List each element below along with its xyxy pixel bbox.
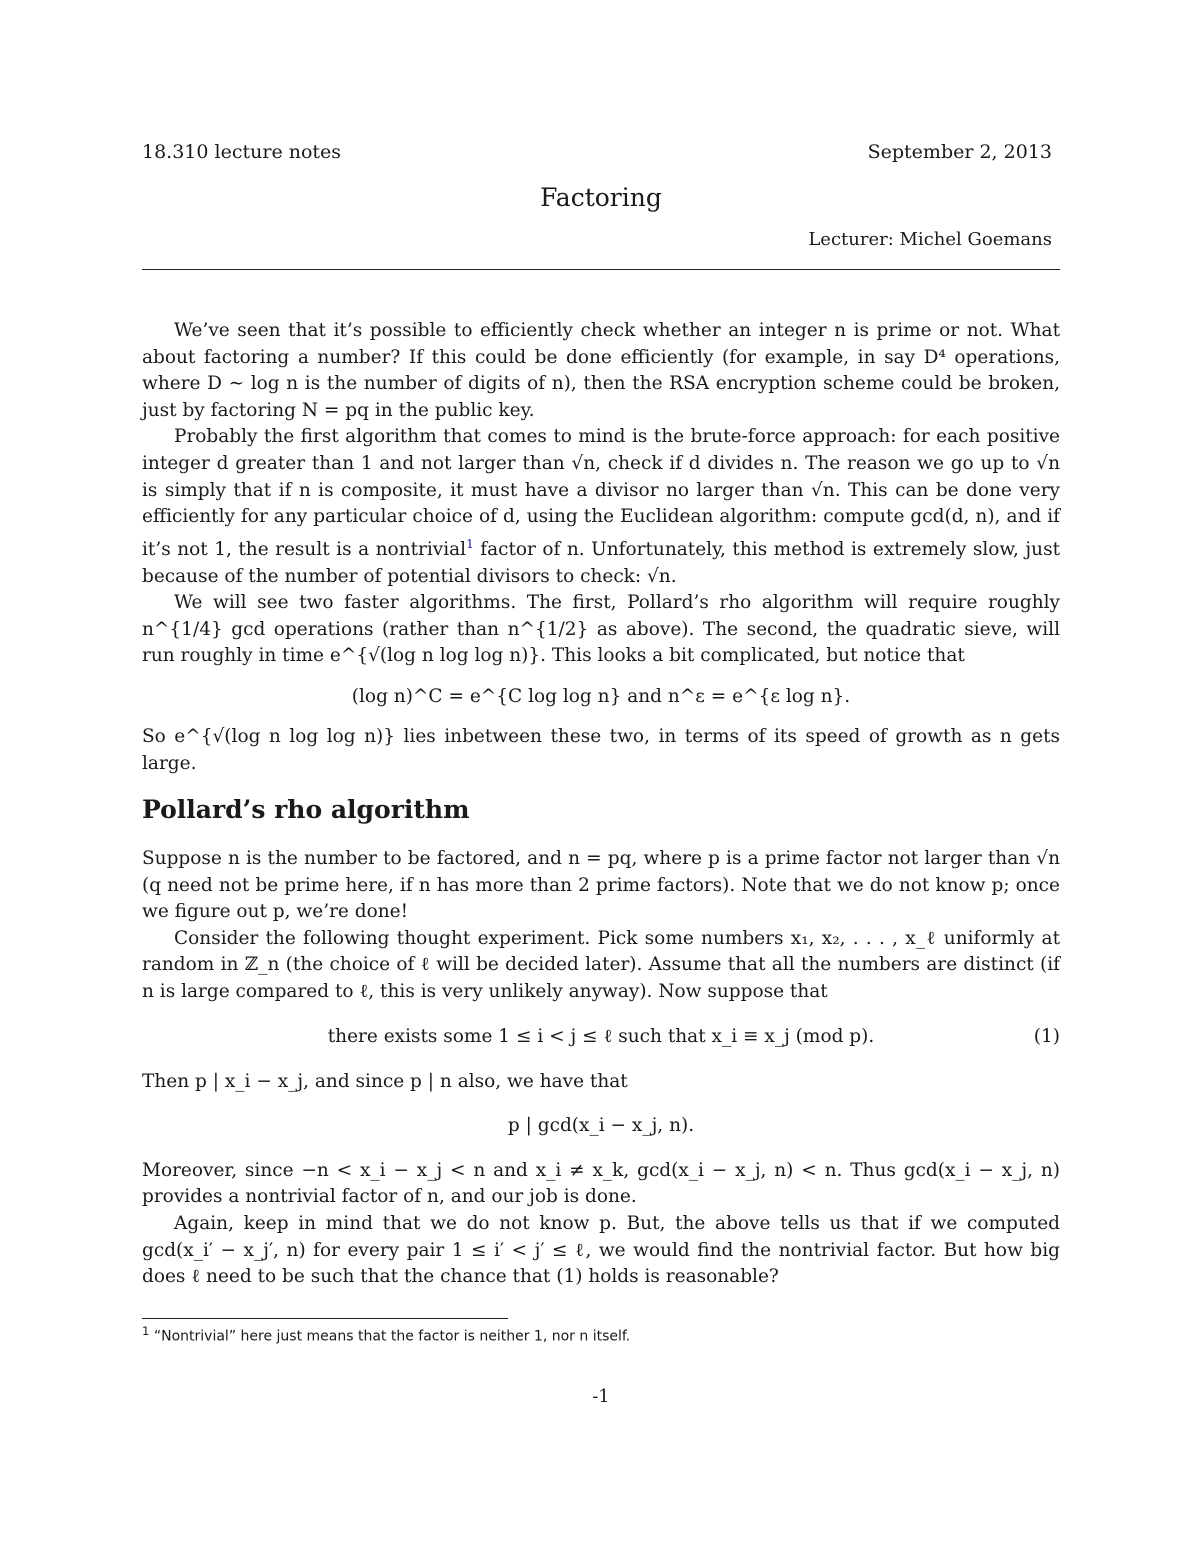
section-paragraph-4: Moreover, since −n < x_i − x_j < n and x_i ≠ x_k, gcd(x_i − x_j, n) < n. Thus gcd(x_i − x_j, n) provides a nontrivial factor of n, and our job is done. [142,1159,1060,1208]
section-paragraph-5: Again, keep in mind that we do not know p. But, the above tells us that if we computed gcd(x_i′ − x_j′, n) for every pair 1 ≤ i′ < j′ ≤ ℓ, we would find the nontrivial factor. But how big does ℓ need to be such that the chance that (1) holds is reasonable? [142,1212,1060,1288]
section-text [142,846,1060,1291]
intro-paragraph-2-text: Probably the first algorithm that comes to mind is the brute-force approach: for each positive integer d greater than 1 and not larger than √n, check if d divides n. The reason we go up to √n is simply that if n is composite, it must have a divisor no larger than √n. This can be done very efficiently for any particular choice of d, using the Euclidean algorithm: compute gcd(d, n), and if it’s not 1, the result is a nontrivial [142,426,1060,560]
equation-1: there exists some 1 ≤ i < j ≤ ℓ such that x_i ≡ x_j (mod p). [327,1025,875,1047]
page-number: -1 [592,1386,610,1407]
footnote-divider [142,1318,508,1319]
intro-paragraph-2 [142,424,1060,590]
footnote [142,1324,1042,1345]
date-label: September 2, 2013 [867,141,1052,163]
equation-1-number: (1) [1033,1025,1060,1047]
section-paragraph-3: Then p | x_i − x_j, and since p | n also, we have that [142,1070,628,1092]
footnote-text: “Nontrivial” here just means that the factor is neither 1, nor n itself. [153,1328,631,1345]
footnote-number: 1 [142,1324,150,1338]
equation-1-row [142,1024,1060,1051]
lecturer-name: Lecturer: Michel Goemans [808,229,1052,250]
equation-2: p | gcd(x_i − x_j, n). [507,1115,695,1137]
display-equation: (log n)^C = e^{C log log n} and n^ε = e^{ε log n}. [351,685,851,707]
document-title: Factoring [540,183,662,212]
intro-paragraph-1: We’ve seen that it’s possible to efficiently check whether an integer n is prime or not. What about factoring a number? If this could be done efficiently (for example, in say D⁴ operations, where D ∼ log n is the number of digits of n), then the RSA encryption scheme could be broken, just by factoring N = pq in the public key. [142,320,1060,421]
intro-paragraph-4: So e^{√(log n log log n)} lies inbetween these two, in terms of its speed of growth as n gets large. [142,726,1060,775]
course-label: 18.310 lecture notes [142,141,342,163]
intro-text [142,318,1060,778]
header-divider [142,269,1060,270]
section-paragraph-1: Suppose n is the number to be factored, and n = pq, where p is a prime factor not larger than √n (q need not be prime here, if n has more than 2 prime factors). Note that we do not know p; once we figure out p, we’re done! [142,848,1060,923]
intro-paragraph-2-tail: factor of n. Unfortunately, this method is extremely slow, just because of the number of potential divisors to check: √n. [142,538,1061,587]
footnote-marker[interactable]: 1 [466,536,474,551]
section-heading: Pollard’s rho algorithm [142,795,470,824]
intro-paragraph-3: We will see two faster algorithms. The first, Pollard’s rho algorithm will require roughly n^{1/4} gcd operations (rather than n^{1/2} as above). The second, the quadratic sieve, will run roughly in time e^{√(log n log log n)}. This looks a bit complicated, but notice that [142,592,1060,667]
section-paragraph-2: Consider the following thought experiment. Pick some numbers x₁, x₂, . . . , x_ℓ uniformly at random in ℤ_n (the choice of ℓ will be decided later). Assume that all the numbers are distinct (if n is large compared to ℓ, this is very unlikely anyway). Now suppose that [142,927,1060,1002]
